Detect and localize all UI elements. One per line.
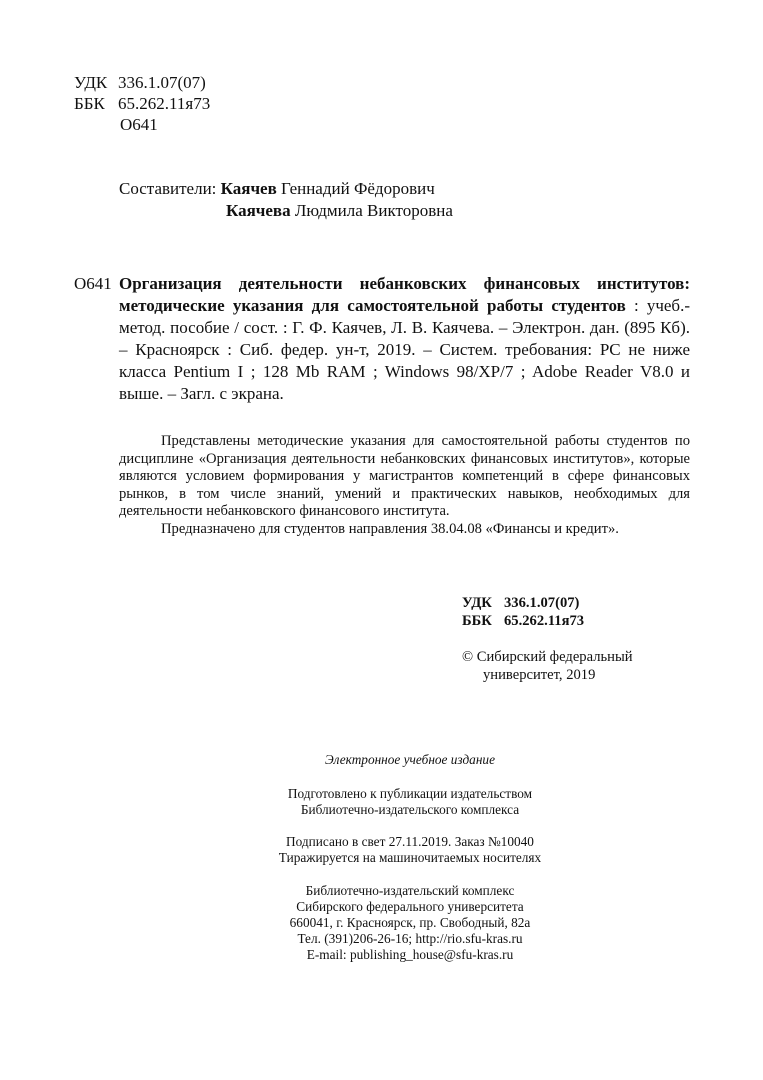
record-title: Организация деятельности небанковских финансовых институтов: методические указания для самостоятельной работы студентов (119, 274, 690, 315)
signed-line: Подписано в свет 27.11.2019. Заказ №10040 (286, 834, 534, 849)
compiler-surname: Каячева (226, 201, 291, 220)
publisher-line: Сибирского федерального университета (296, 899, 524, 914)
publisher-line: Библиотечно-издательский комплекс (305, 883, 515, 898)
compiler-name: Людмила Викторовна (294, 201, 453, 220)
copyright-line: университет, 2019 (483, 667, 596, 683)
edition-type (0, 752, 763, 768)
publisher-email: E-mail: publishing_house@sfu-kras.ru (306, 947, 514, 962)
classification-codes-header (74, 72, 210, 135)
annotation-paragraph: Предназначено для студентов направления 38.04.08 «Финансы и кредит». (161, 520, 619, 537)
bbk-row (74, 93, 210, 114)
bbk-label: ББК (74, 94, 105, 113)
bbk-value: 65.262.11я73 (118, 94, 211, 113)
publication-signed-info (0, 834, 763, 866)
bbk-label: ББК (462, 613, 492, 629)
compiler-line-2 (119, 200, 453, 222)
udk-value: 336.1.07(07) (504, 595, 580, 611)
udk-row (462, 594, 584, 612)
udk-value: 336.1.07(07) (118, 73, 206, 92)
compiler-line-1 (119, 178, 453, 200)
bibliographic-record (119, 273, 690, 405)
preparation-line: Подготовлено к публикации издательством (287, 786, 533, 801)
publisher-address: 660041, г. Красноярск, пр. Свободный, 82а (289, 915, 531, 930)
publisher-contacts: Тел. (391)206-26-16; http://rio.sfu-kras.ru (297, 931, 523, 946)
record-details: : учеб.-метод. пособие / сост. : Г. Ф. Каячев, Л. В. Каячева. – Электрон. дан. (895 Кб). – Красноярск : Сиб. федер. ун-т, 2019. – Систем. требования: PC не ниже класса Pentium I ; 128 Mb RAM ; Windows 98/XP/7 ; Adobe Reader V8.0 и выше. – Загл. с экрана. (119, 296, 690, 403)
annotation (119, 433, 690, 538)
compilers-block (119, 178, 453, 222)
bbk-row (462, 612, 584, 630)
signed-line: Тиражируется на машиночитаемых носителях (278, 850, 542, 865)
compiler-name: Геннадий Фёдорович (281, 179, 435, 198)
compiler-surname: Каячев (220, 179, 277, 198)
bbk-value: 65.262.11я73 (504, 613, 585, 629)
classification-codes-footer (462, 594, 584, 630)
udk-label: УДК (74, 73, 108, 92)
udk-label: УДК (462, 595, 492, 611)
publisher-info (0, 883, 763, 963)
edition-type-text: Электронное учебное издание (325, 752, 495, 767)
preparation-info (0, 786, 763, 818)
copyright-notice (462, 648, 633, 684)
preparation-line: Библиотечно-издательского комплекса (300, 802, 520, 817)
annotation-paragraph: Представлены методические указания для самостоятельной работы студентов по дисциплине «Организация деятельности небанковских финансовых институтов», которые являются условием формирования у магистрантов компетенций в сфере финансовых рынков, в том числе знаний, умений и практических навыков, необходимых для деятельности небанковского финансового института. (119, 433, 690, 519)
author-sign: О641 (120, 115, 158, 134)
record-author-sign: О641 (74, 274, 112, 293)
copyright-line: © Сибирский федеральный (462, 649, 633, 665)
udk-row (74, 72, 210, 93)
compilers-label: Составители: (119, 179, 217, 198)
